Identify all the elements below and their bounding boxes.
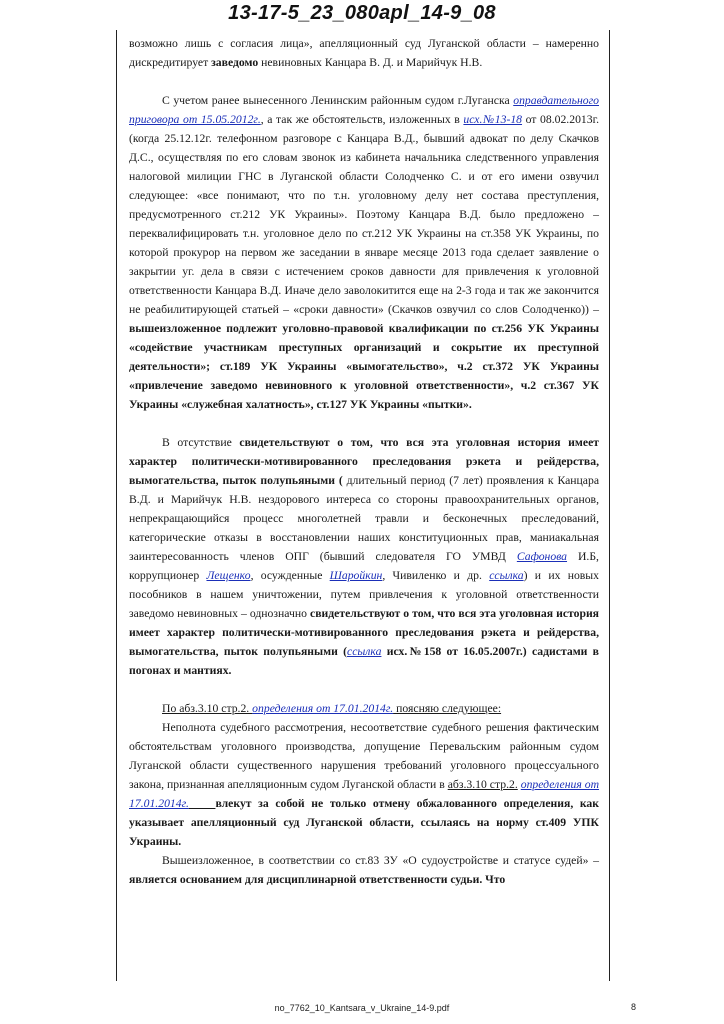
emphasis: влекут за собой не только отмену обжалованного определения, как указывает апелляционный суд Луганской области, ссылаясь на норму ст.409 УПК Украины. [129, 797, 600, 848]
emphasis: свидетельствуют о том, что вся эта уголовная история имеет характер политически-мотивированного преследования рэкета и рейдерства, вымогательства, пыток полупьяными ( [129, 607, 599, 658]
page-header-title: 13-17-5_23_080apl_14-9_08 [228, 2, 496, 24]
emphasis: вышеизложенное подлежит уголовно-правовой квалификации по ст.256 УК Украины «содействие участникам преступных организаций и сокрытие их преступной деятельности»; ст.189 УК Украины «вымогательство», ч.2 ст.372 УК Украины «привлечение заведомо невиновного к уголовной ответственности», ч.2 ст.367 УК Украины «служебная халатность», ст.127 УК Украины «пытки». [129, 322, 599, 411]
link-reference[interactable]: ссылка [489, 569, 524, 582]
link-sharoykin[interactable]: Шаройкин [329, 569, 383, 582]
footer-filename: no_7762_10_Kantsara_v_Ukraine_14-9.pdf [274, 1003, 450, 1013]
paragraph-reference: абз.3.10 стр.2. [447, 778, 518, 791]
link-acquittal-verdict[interactable]: оправдательного приговора от 15.05.2012г. [129, 94, 599, 126]
footer-page-number: 8 [631, 1002, 637, 1012]
paragraph-5: Неполнота судебного рассмотрения, несоответствие судебного решения фактическим обстоятельствам уголовного производства, допущение Перевальским районным судом Луганской области существенного нарушения требований уголовного процессуального закона, признанная апелляционным судом Луганской области в абз.3.10 стр.2. определения от 17.01.2014г. влекут за собой не только отмену обжалованного определения, как указывает апелляционный суд Луганской области, ссылаясь на норму ст.409 УПК Украины. [129, 721, 600, 848]
paragraph-4-heading: По абз.3.10 стр.2. определения от 17.01.2014г. поясняю следующее: [162, 702, 502, 715]
link-reference[interactable]: ссылка [347, 645, 382, 658]
link-outgoing-13-18[interactable]: исх.№13-18 [463, 113, 523, 126]
emphasis: свидетельствуют о том, что вся эта уголовная история имеет характер политически-мотивированного преследования рэкета и рейдерства, вымогательства, пыток полупьяными ( [129, 436, 599, 487]
link-leshchenko[interactable]: Лещенко [206, 569, 251, 582]
emphasis: исх.№158 от 16.05.2007г.) садистами в погонах и мантиях. [129, 645, 599, 677]
link-ruling-17-01-2014[interactable]: определения от 17.01.2014г. [252, 702, 394, 715]
paragraph-3: В отсутствие свидетельствуют о том, что вся эта уголовная история имеет характер политически-мотивированного преследования рэкета и рейдерства, вымогательства, пыток полупьяными ( длительный период (7 лет) проявления к Канцара В.Д. и Марийчук Н.В. нездорового интереса со стороны правоохранительных органов, непрекращающийся процесс многолетней травли и бесконечных преследований, категорические отказы в восстановлении наших конституционных прав, маниакальная заинтересованность членов ОПГ (бывший следователя ГО УМВД Сафонова И.Б, коррупционер Лещенко, осужденные Шаройкин, Чивиленко и др. ссылка) и их новых пособников в нашем уничтожении, путем привлечения к уголовной ответственности заведомо невиновных – однозначно свидетельствуют о том, что вся эта уголовная история имеет характер политически-мотивированного преследования рэкета и рейдерства, вымогательства, пыток полупьяными (ссылка исх.№158 от 16.05.2007г.) садистами в погонах и мантиях. [129, 436, 600, 677]
document-body [129, 34, 599, 889]
paragraph-6: Вышеизложенное, в соответствии со ст.83 ЗУ «О судоустройстве и статусе судей» – является основанием для дисциплинарной ответственности судьи. Что [129, 854, 599, 886]
link-safonova[interactable]: Сафонова [516, 550, 568, 563]
paragraph-1: возможно лишь с согласия лица», апелляционный суд Луганской области – намеренно дискредитирует заведомо невиновных Канцара В. Д. и Марийчук Н.В. [129, 37, 599, 69]
link-ruling-17-01-2014[interactable]: определения от 17.01.2014г. [129, 778, 600, 810]
paragraph-2: С учетом ранее вынесенного Ленинским районным судом г.Луганска оправдательного приговора от 15.05.2012г., а так же обстоятельств, изложенных в исх.№13-18 от 08.02.2013г. (когда 25.12.12г. телефонном разговоре с Канцара В.Д., бывший адвокат по делу Скачков Д.С., осуществляя по его словам звонок из кабинета начальника следственного управления налоговой милиции ГНС в Луганской области Солодченко С. и от его имени озвучил следующее: «все понимают, что по т.н. уголовному делу нет состава преступления, предусмотренного ст.212 УК Украины». Поэтому Канцара В.Д. было предложено – переквалифицировать т.н. уголовное дело по ст.212 УК Украины на ст.358 УК Украины, по которой прокурор на первом же заседании в январе месяце 2013 года сделает заявление о закрытии уг. дела в связи с истечением сроков давности для привлечения к уголовной ответственности Канцара В.Д. Иначе дело заволокитится еще на 2-3 года и так же закончится не реабилитирующей статьей – «сроки давности» (Скачков озвучил со слов Солодченко)) – вышеизложенное подлежит уголовно-правовой квалификации по ст.256 УК Украины «содействие участникам преступных организаций и сокрытие их преступной деятельности»; ст.189 УК Украины «вымогательство», ч.2 ст.372 УК Украины «привлечение заведомо невиновного к уголовной ответственности», ч.2 ст.367 УК Украины «служебная халатность», ст.127 УК Украины «пытки». [129, 94, 599, 411]
emphasis: является основанием для дисциплинарной ответственности судьи. Что [129, 873, 506, 886]
emphasis: заведомо [211, 56, 259, 69]
